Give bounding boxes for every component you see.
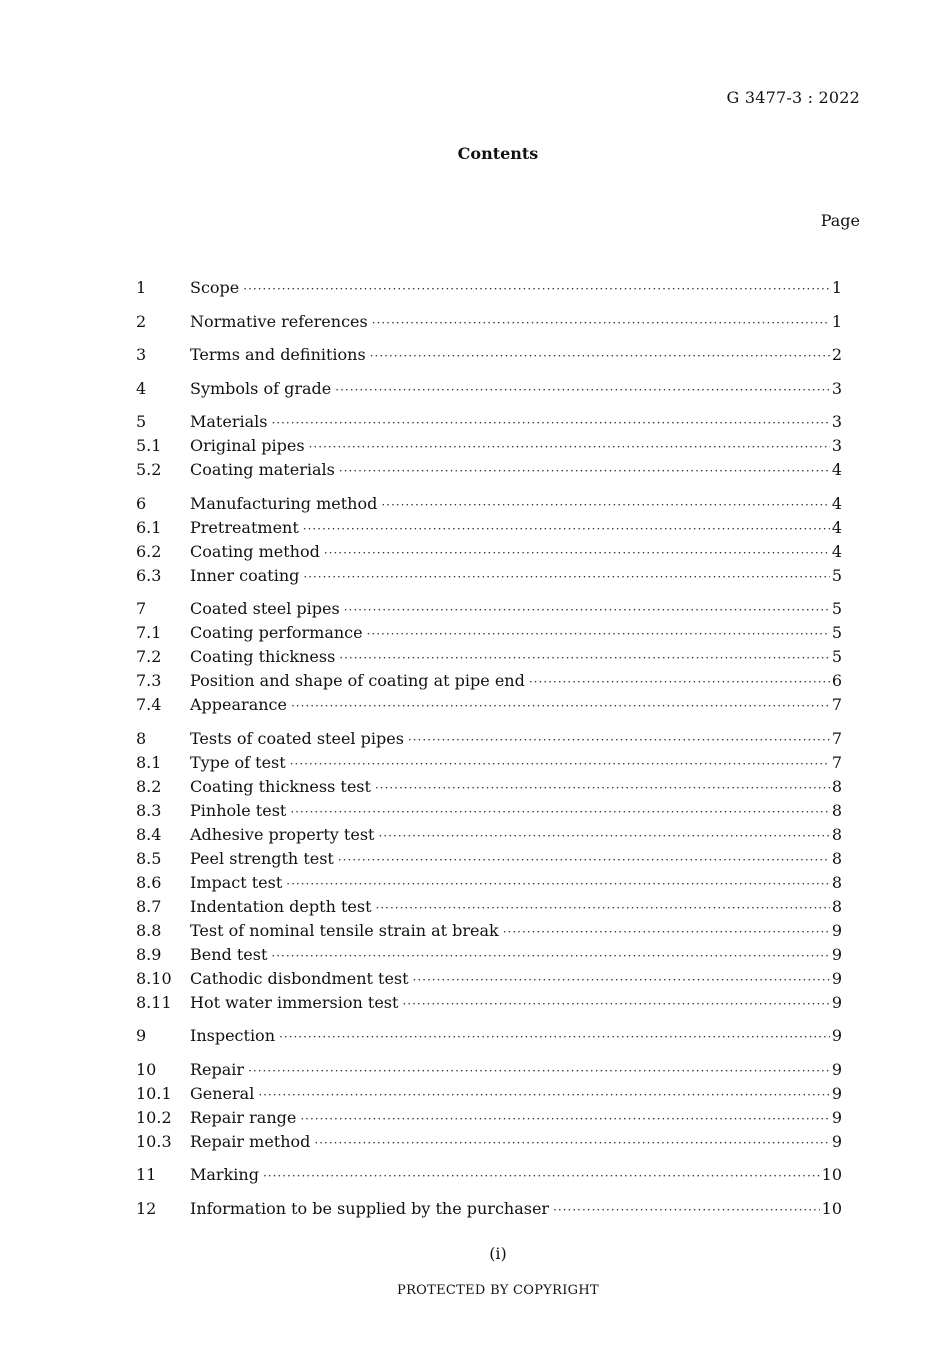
dot-leader	[378, 824, 829, 848]
toc-entry-number: 10.2	[136, 1107, 172, 1127]
document-id: G 3477-3 : 2022	[726, 88, 860, 107]
dot-leader	[286, 872, 830, 896]
toc-entry-title: Inspection	[190, 1026, 275, 1045]
toc-entry[interactable]	[136, 1130, 842, 1154]
toc-entry-title: Cathodic disbondment test	[190, 968, 409, 988]
dot-leader	[381, 493, 829, 517]
toc-entry-title: Adhesive property test	[190, 824, 375, 844]
toc-entry-page: 4	[831, 517, 842, 537]
toc-entry-number: 7.4	[136, 695, 162, 714]
toc-entry[interactable]	[136, 1024, 842, 1048]
toc-entry-page: 5	[831, 565, 842, 585]
toc-entry[interactable]	[136, 919, 842, 943]
toc-entry[interactable]	[136, 310, 842, 334]
toc-entry-page: 7	[831, 695, 842, 714]
toc-entry-number: 3	[136, 345, 147, 364]
toc-entry-number: 11	[136, 1165, 157, 1184]
toc-entry-number: 7	[136, 599, 147, 618]
toc-entry[interactable]	[136, 823, 842, 847]
toc-entry[interactable]	[136, 1106, 842, 1130]
dot-leader	[279, 1025, 830, 1049]
toc-entry-title: Coating method	[190, 541, 320, 561]
toc-entry-number: 5	[136, 412, 147, 431]
toc-entry-page: 3	[831, 436, 842, 455]
toc-entry-number: 6.2	[136, 541, 162, 561]
dot-leader	[300, 1107, 829, 1131]
toc-entry-number: 8.10	[136, 968, 172, 988]
toc-entry-title: Coating performance	[190, 623, 363, 642]
toc-entry-number: 10	[136, 1059, 157, 1079]
toc-entry-number: 8.6	[136, 872, 162, 892]
toc-entry-number: 8.7	[136, 896, 162, 916]
toc-entry-title: Repair method	[190, 1131, 311, 1151]
toc-entry-number: 8.11	[136, 992, 172, 1012]
toc-entry-number: 8.4	[136, 824, 162, 844]
dot-leader	[503, 920, 830, 944]
toc-entry-page: 10	[821, 1198, 842, 1218]
toc-entry-number: 8.8	[136, 920, 162, 940]
toc-entry[interactable]	[136, 1082, 842, 1106]
dot-leader	[290, 752, 830, 776]
dot-leader	[309, 435, 830, 459]
toc-entry-number: 9	[136, 1026, 147, 1045]
toc-entry-page: 5	[831, 647, 842, 666]
toc-entry-title: Marking	[190, 1165, 259, 1184]
toc-entry-page: 7	[831, 728, 842, 748]
toc-entry[interactable]	[136, 434, 842, 458]
toc-entry-title: Scope	[190, 278, 240, 297]
toc-entry-number: 5.2	[136, 460, 162, 479]
dot-leader	[375, 776, 830, 800]
dot-leader	[243, 277, 830, 301]
dot-leader	[372, 311, 830, 335]
dot-leader	[408, 728, 830, 752]
toc-entry-number: 8.5	[136, 848, 162, 868]
toc-entry-title: Bend test	[190, 944, 268, 964]
toc-entry-title: Type of test	[190, 752, 286, 772]
toc-entry-page: 9	[831, 1059, 842, 1079]
dot-leader	[303, 565, 829, 589]
dot-leader	[271, 411, 829, 435]
toc-entry-number: 4	[136, 378, 147, 398]
toc-entry-title: General	[190, 1083, 255, 1103]
toc-entry-title: Materials	[190, 412, 268, 431]
toc-entry-page: 4	[831, 493, 842, 513]
toc-entry-title: Coating thickness test	[190, 776, 371, 796]
toc-entry-page: 3	[831, 378, 842, 398]
dot-leader	[303, 517, 830, 541]
toc-entry-title: Pinhole test	[190, 800, 287, 820]
toc-entry-page: 6	[831, 671, 842, 690]
dot-leader	[248, 1059, 830, 1083]
toc-entry-title: Repair range	[190, 1107, 297, 1127]
toc-entry-page: 8	[831, 896, 842, 916]
toc-entry-page: 1	[831, 311, 842, 331]
toc-entry-page: 2	[831, 345, 842, 364]
dot-leader	[335, 378, 830, 402]
toc-entry-title: Indentation depth test	[190, 896, 372, 916]
toc-entry-number: 7.3	[136, 671, 162, 690]
toc-entry-number: 8.1	[136, 752, 162, 772]
toc-entry[interactable]	[136, 564, 842, 588]
toc-entry-number: 7.2	[136, 647, 162, 666]
toc-entry-title: Manufacturing method	[190, 493, 378, 513]
dot-leader	[402, 992, 829, 1016]
toc-entry-page: 9	[831, 1026, 842, 1045]
toc-entry-title: Original pipes	[190, 436, 305, 455]
toc-entry-number: 6.1	[136, 517, 162, 537]
toc-entry-number: 2	[136, 311, 147, 331]
toc-entry-title: Coated steel pipes	[190, 599, 340, 618]
toc-entry[interactable]	[136, 1163, 842, 1187]
toc-entry-title: Impact test	[190, 872, 283, 892]
toc-entry[interactable]	[136, 943, 842, 967]
toc-entry-title: Pretreatment	[190, 517, 299, 537]
toc-entry-number: 8.3	[136, 800, 162, 820]
toc-entry-number: 6.3	[136, 565, 162, 585]
toc-entry[interactable]	[136, 410, 842, 434]
toc-entry-title: Test of nominal tensile strain at break	[190, 920, 499, 940]
toc-entry[interactable]	[136, 516, 842, 540]
toc-entry-title: Appearance	[190, 695, 287, 714]
dot-leader	[290, 800, 829, 824]
toc-entry-page: 4	[831, 460, 842, 479]
toc-entry-title: Position and shape of coating at pipe end	[190, 671, 525, 690]
toc-entry-page: 9	[831, 1107, 842, 1127]
toc-entry-page: 4	[831, 541, 842, 561]
dot-leader	[376, 896, 830, 920]
toc-entry[interactable]	[136, 276, 842, 300]
toc-entry-number: 10.3	[136, 1131, 172, 1151]
toc-entry[interactable]	[136, 540, 842, 564]
dot-leader	[529, 670, 830, 694]
table-of-contents	[136, 276, 842, 1221]
toc-entry-title: Coating materials	[190, 460, 335, 479]
toc-entry-page: 9	[831, 1131, 842, 1151]
dot-leader	[314, 1131, 829, 1155]
dot-leader	[338, 848, 830, 872]
toc-entry-page: 5	[831, 623, 842, 642]
toc-entry[interactable]	[136, 597, 842, 621]
dot-leader	[263, 1164, 820, 1188]
dot-leader	[271, 944, 829, 968]
toc-entry-number: 10.1	[136, 1083, 172, 1103]
toc-entry[interactable]	[136, 693, 842, 717]
page-folio: (i)	[489, 1244, 507, 1263]
toc-entry-number: 8	[136, 728, 147, 748]
toc-entry-title: Terms and definitions	[190, 345, 366, 364]
toc-entry-title: Tests of coated steel pipes	[190, 728, 404, 748]
toc-entry[interactable]	[136, 751, 842, 775]
toc-entry-title: Information to be supplied by the purchaser	[190, 1198, 550, 1218]
toc-entry[interactable]	[136, 727, 842, 751]
toc-entry-page: 9	[831, 968, 842, 988]
toc-entry-title: Repair	[190, 1059, 245, 1079]
toc-entry-number: 1	[136, 278, 147, 297]
dot-leader	[367, 622, 830, 646]
dot-leader	[258, 1083, 829, 1107]
dot-leader	[344, 598, 830, 622]
toc-entry[interactable]	[136, 377, 842, 401]
toc-entry[interactable]	[136, 775, 842, 799]
toc-entry[interactable]	[136, 1197, 842, 1221]
toc-entry-page: 8	[831, 848, 842, 868]
dot-leader	[339, 459, 830, 483]
toc-entry[interactable]	[136, 669, 842, 693]
dot-leader	[553, 1198, 820, 1222]
copyright-notice: PROTECTED BY COPYRIGHT	[397, 1283, 599, 1298]
toc-entry[interactable]	[136, 991, 842, 1015]
toc-entry-title: Normative references	[190, 311, 368, 331]
toc-entry-title: Coating thickness	[190, 647, 336, 666]
dot-leader	[324, 541, 830, 565]
toc-entry-page: 9	[831, 920, 842, 940]
toc-entry[interactable]	[136, 492, 842, 516]
toc-entry-number: 12	[136, 1198, 157, 1218]
toc-entry-page: 8	[831, 776, 842, 796]
toc-entry-title: Peel strength test	[190, 848, 334, 868]
dot-leader	[339, 646, 830, 670]
toc-entry[interactable]	[136, 458, 842, 482]
page-title: Contents	[457, 144, 539, 163]
toc-entry-number: 6	[136, 493, 147, 513]
toc-entry-page: 9	[831, 992, 842, 1012]
toc-entry[interactable]	[136, 343, 842, 367]
toc-entry-page: 7	[831, 752, 842, 772]
dot-leader	[413, 968, 830, 992]
toc-entry-page: 8	[831, 824, 842, 844]
toc-entry[interactable]	[136, 967, 842, 991]
page-column-label: Page	[820, 211, 860, 230]
toc-entry-number: 8.9	[136, 944, 162, 964]
toc-entry-page: 3	[831, 412, 842, 431]
toc-entry-number: 8.2	[136, 776, 162, 796]
toc-entry-page: 9	[831, 1083, 842, 1103]
toc-entry[interactable]	[136, 871, 842, 895]
dot-leader	[370, 344, 830, 368]
toc-entry-title: Symbols of grade	[190, 378, 332, 398]
toc-entry-page: 8	[831, 872, 842, 892]
toc-entry[interactable]	[136, 799, 842, 823]
toc-entry-page: 9	[831, 944, 842, 964]
toc-entry-page: 8	[831, 800, 842, 820]
toc-entry-title: Inner coating	[190, 565, 300, 585]
toc-entry-number: 5.1	[136, 436, 162, 455]
dot-leader	[291, 694, 830, 718]
toc-entry[interactable]	[136, 847, 842, 871]
toc-entry[interactable]	[136, 1058, 842, 1082]
toc-entry[interactable]	[136, 621, 842, 645]
toc-entry-number: 7.1	[136, 623, 162, 642]
toc-entry-page: 1	[831, 278, 842, 297]
toc-entry-page: 10	[821, 1165, 842, 1184]
toc-entry-title: Hot water immersion test	[190, 992, 399, 1012]
toc-entry-page: 5	[831, 599, 842, 618]
toc-entry[interactable]	[136, 895, 842, 919]
toc-entry[interactable]	[136, 645, 842, 669]
